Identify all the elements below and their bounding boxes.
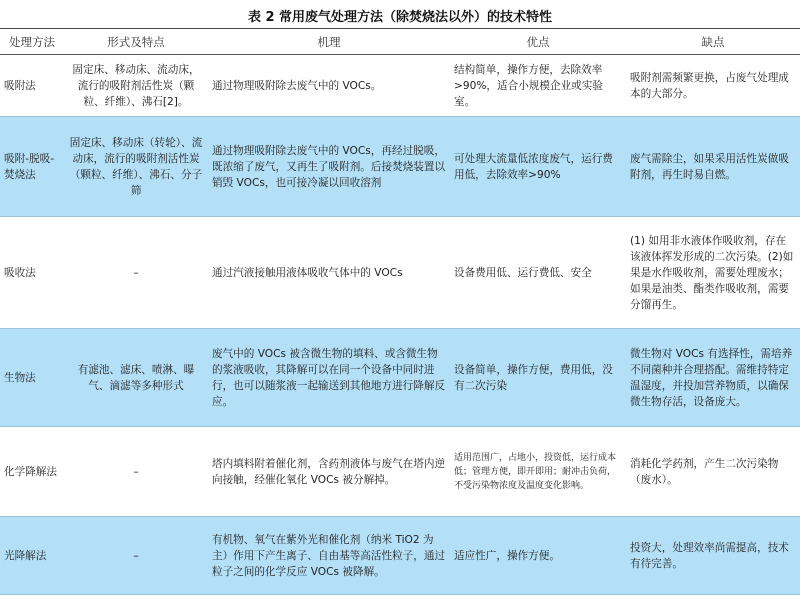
header-form: 形式及特点	[107, 34, 165, 49]
cell-form: –	[133, 465, 139, 478]
header-mechanism: 机理	[317, 34, 341, 49]
table-row	[0, 117, 800, 217]
cell-form: 固定床、移动床（转轮）、流动床，流行的吸附剂活性炭（颗粒、纤维）、沸石、分子筛	[69, 136, 203, 197]
header-advantages: 优点	[526, 34, 550, 49]
cell-disadvantages: 吸附剂需频繁更换，占废气处理成本的大部分。	[630, 71, 789, 100]
cell-advantages: 可处理大流量低浓度废气，运行费用低，去除效率>90%	[454, 152, 613, 181]
cell-form: 固定床、移动床、流动床，流行的吸附剂活性炭（颗粒、纤维）、沸石[2]。	[72, 63, 200, 108]
cell-advantages: 适应性广，操作方便。	[454, 549, 560, 562]
cell-form: –	[133, 549, 139, 562]
cell-advantages: 设备简单，操作方便，费用低，没有二次污染	[454, 363, 613, 392]
cell-mechanism: 有机物、氧气在紫外光和催化剂（纳米 TiO2 为主）作用下产生离子、自由基等高活性粒子，通过粒子之间的化学反应 VOCs 被降解。	[212, 533, 446, 578]
cell-method: 吸收法	[4, 266, 36, 279]
cell-mechanism: 通过汽液接触用液体吸收气体中的 VOCs	[212, 266, 403, 279]
table-row	[0, 427, 800, 517]
cell-method: 吸附-脱吸-焚烧法	[4, 152, 55, 181]
cell-mechanism: 塔内填料附着催化剂，含药剂液体与废气在塔内逆向接触，经催化氧化 VOCs 被分解掉。	[212, 457, 446, 486]
cell-advantages: 设备费用低、运行费低、安全	[454, 266, 592, 279]
table-header-row	[0, 29, 800, 55]
cell-mechanism: 废气中的 VOCs 被含微生物的填料、或含微生物的浆液吸收，其降解可以在同一个设备中同时进行，也可以随浆液一起输送到其他地方进行降解反应。	[212, 347, 446, 408]
cell-advantages: 结构简单，操作方便，去除效率>90%，适合小规模企业或实验室。	[454, 63, 603, 108]
header-method: 处理方法	[9, 34, 55, 49]
cell-method: 光降解法	[4, 549, 47, 562]
cell-form: –	[133, 266, 139, 279]
table-row	[0, 329, 800, 427]
cell-disadvantages: 废气需除尘，如果采用活性炭做吸附剂，再生时易自燃。	[630, 152, 789, 181]
cell-method: 吸附法	[4, 79, 36, 92]
cell-disadvantages: 消耗化学药剂，产生二次污染物（废水）。	[630, 457, 779, 486]
table-row	[0, 55, 800, 117]
cell-disadvantages: (1) 如用非水液体作吸收剂，存在该液体挥发形成的二次污染。(2)如果是水作吸收剂，需要处理废水；如果是油类、酯类作吸收剂，需要分馏再生。	[630, 234, 794, 311]
cell-method: 化学降解法	[4, 465, 57, 478]
header-disadvantages: 缺点	[701, 34, 725, 49]
cell-mechanism: 通过物理吸附除去废气中的 VOCs，再经过脱吸，既浓缩了废气，又再生了吸附剂。后接焚烧装置以销毁 VOCs，也可接冷凝以回收溶剂	[212, 144, 446, 189]
cell-method: 生物法	[4, 371, 36, 384]
cell-disadvantages: 微生物对 VOCs 有选择性，需培养不同菌种并合理搭配。需维持特定温湿度，并投加营养物质，以确保微生物存活，设备庞大。	[630, 347, 793, 408]
table-row	[0, 517, 800, 595]
cell-form: 有滤池、滤床、喷淋、曝气、滴滤等多种形式	[77, 363, 195, 392]
table-title: 表 2 常用废气处理方法（除焚烧法以外）的技术特性	[247, 10, 553, 25]
cell-advantages: 适用范围广，占地小，投资低，运行成本低；管理方便，即开即用；耐冲击负荷，不受污染物浓度及温度变化影响。	[454, 452, 617, 491]
cell-mechanism: 通过物理吸附除去废气中的 VOCs。	[212, 79, 382, 92]
tech-table	[0, 28, 800, 607]
table-row	[0, 217, 800, 329]
cell-disadvantages: 投资大，处理效率尚需提高，技术有待完善。	[630, 541, 789, 570]
